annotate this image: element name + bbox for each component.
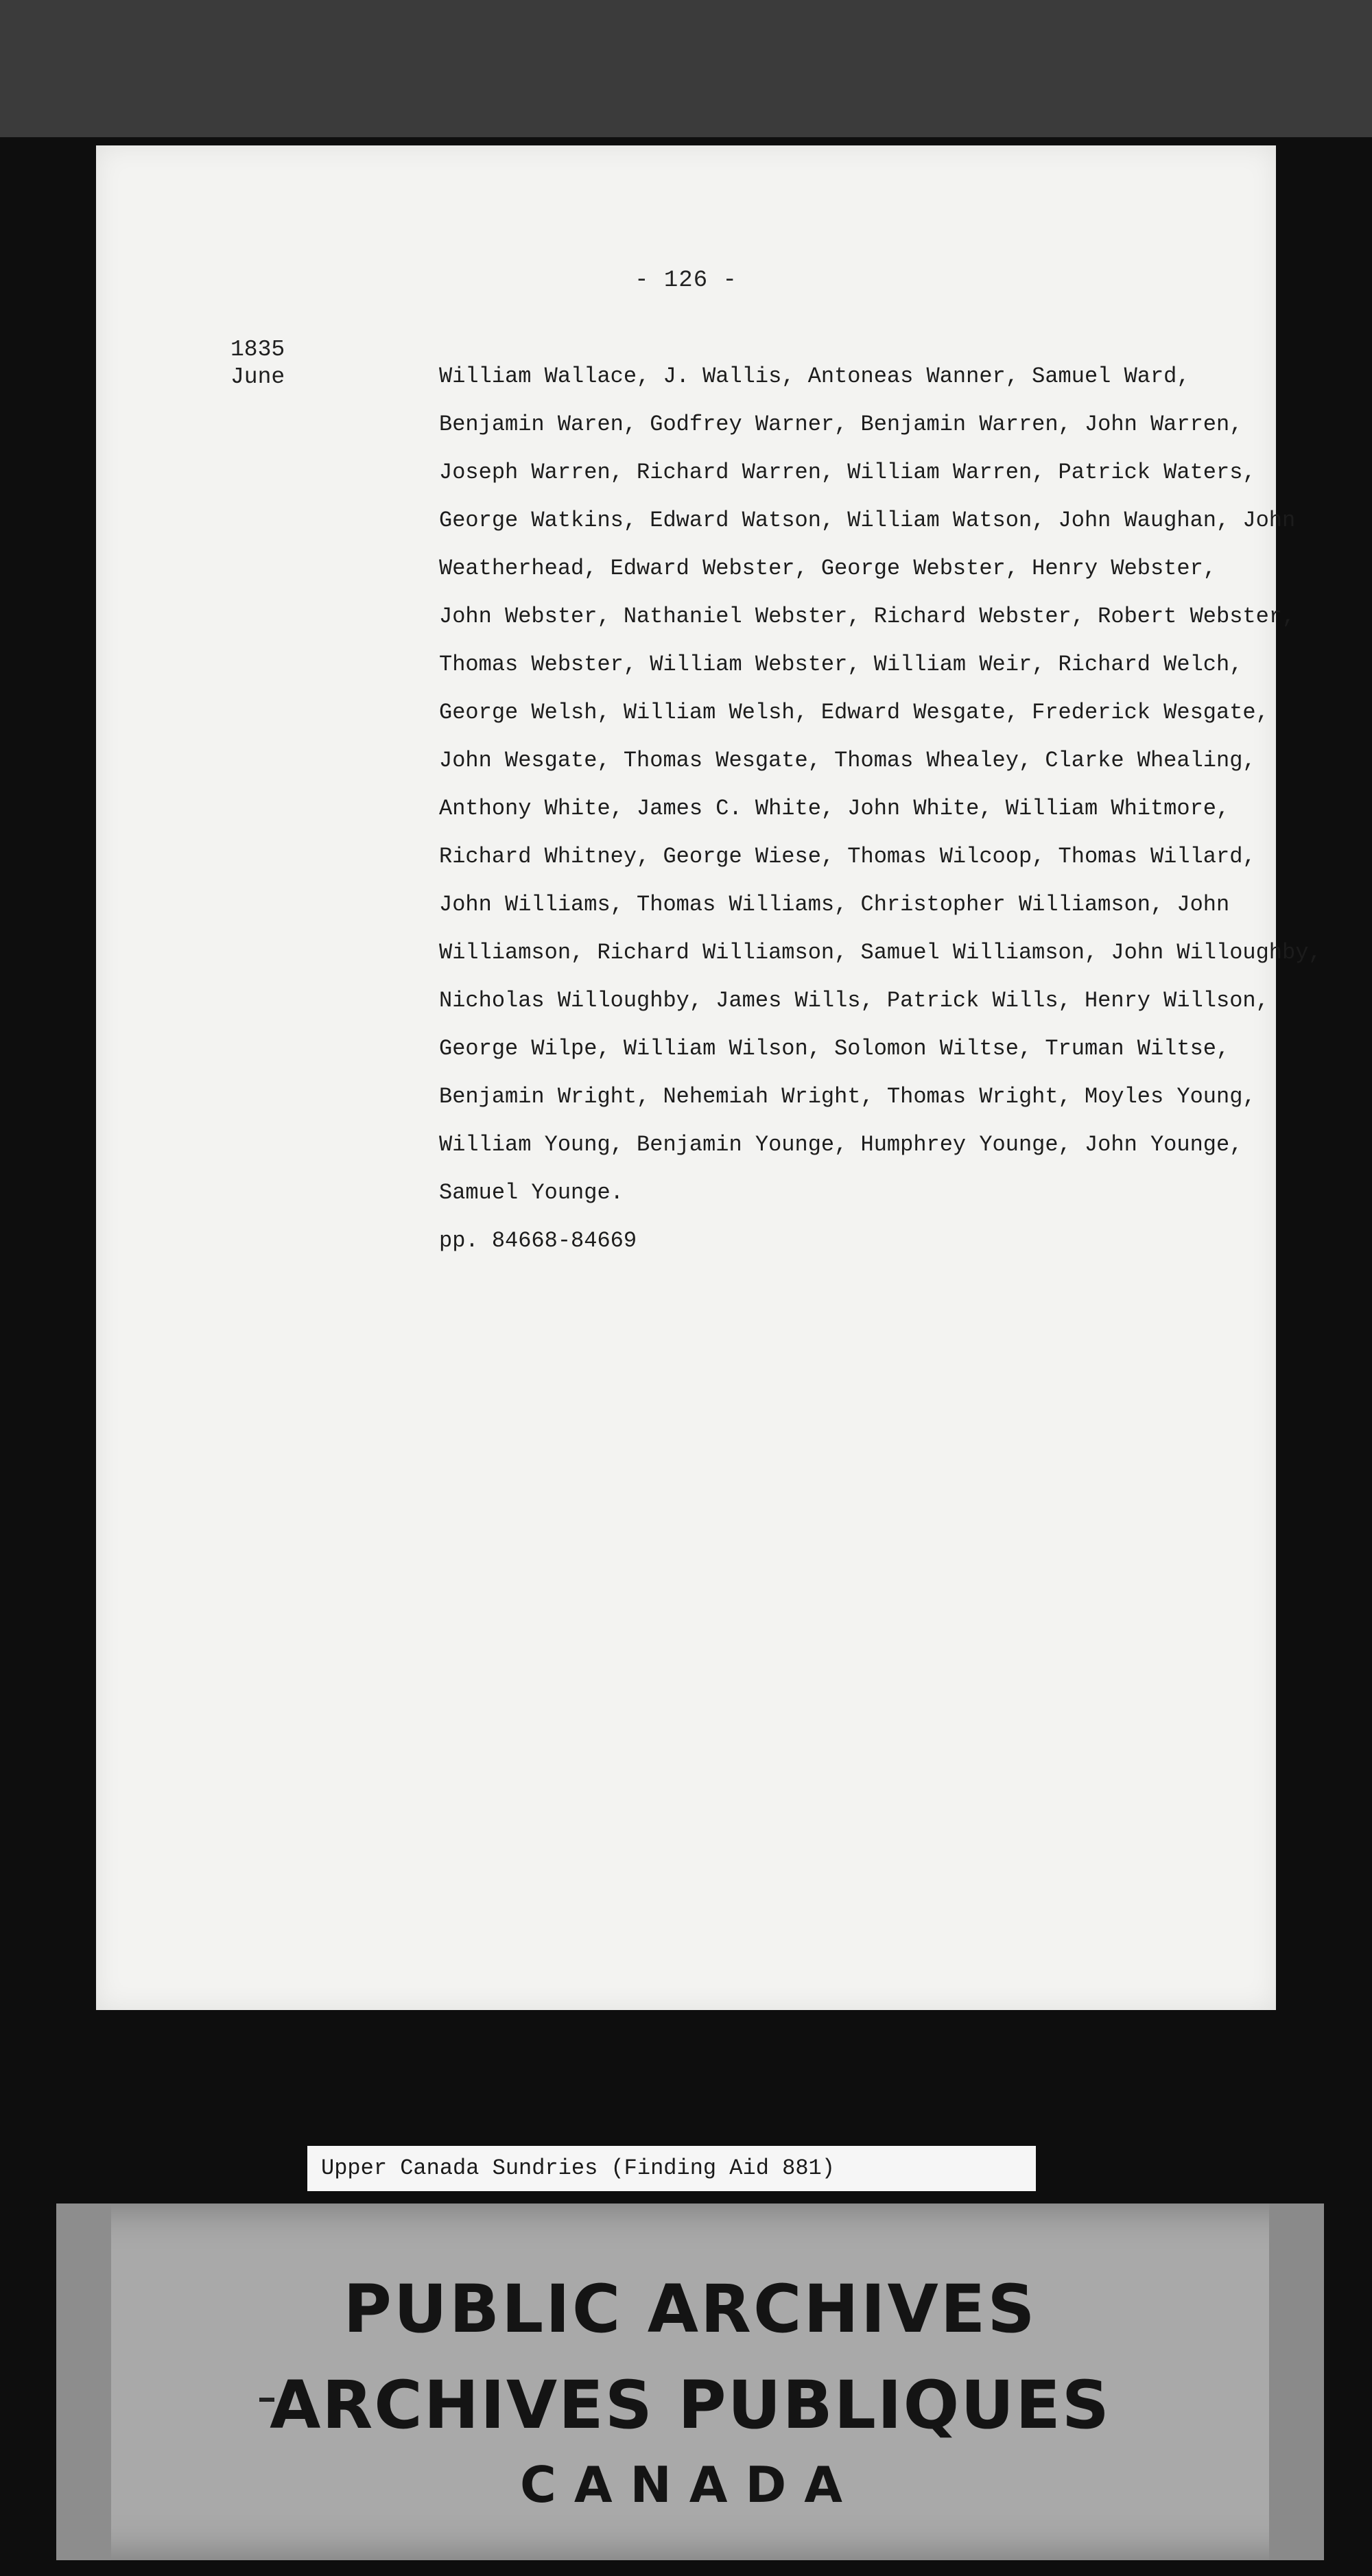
entry-line: Weatherhead, Edward Webster, George Webster, Henry Webster,	[439, 556, 1216, 581]
finding-aid-label: Upper Canada Sundries (Finding Aid 881)	[307, 2146, 1036, 2191]
film-top-band	[0, 0, 1372, 137]
entry-line: Richard Whitney, George Wiese, Thomas Wilcoop, Thomas Willard,	[439, 844, 1256, 869]
document-page	[96, 145, 1322, 2010]
entry-line: Nicholas Willoughby, James Wills, Patrick Wills, Henry Willson,	[439, 988, 1269, 1013]
entry-month: June	[230, 364, 285, 390]
stamp-line-english: PUBLIC ARCHIVES	[343, 2271, 1037, 2348]
entry-body	[439, 353, 1322, 1265]
entry-line: George Wilpe, William Wilson, Solomon Wiltse, Truman Wiltse,	[439, 1036, 1230, 1061]
page-number: - 126 -	[635, 268, 737, 294]
stamp-line-country: CANADA	[519, 2456, 861, 2514]
entry-year: 1835	[230, 337, 285, 362]
entry-line: John Wesgate, Thomas Wesgate, Thomas Whealey, Clarke Whealing,	[439, 748, 1256, 773]
entry-line: George Welsh, William Welsh, Edward Wesgate, Frederick Wesgate,	[439, 700, 1269, 725]
entry-line: Anthony White, James C. White, John White, William Whitmore,	[439, 796, 1230, 821]
entry-line: Benjamin Waren, Godfrey Warner, Benjamin Warren, John Warren,	[439, 412, 1243, 437]
entry-line: John Webster, Nathaniel Webster, Richard Webster, Robert Webster,	[439, 604, 1296, 629]
entry-line: Williamson, Richard Williamson, Samuel Williamson, John Willoughby,	[439, 940, 1322, 965]
entry-line: Joseph Warren, Richard Warren, William Warren, Patrick Waters,	[439, 460, 1256, 485]
entry-line: George Watkins, Edward Watson, William Watson, John Waughan, John	[439, 508, 1296, 533]
pages-reference: pp. 84668-84669	[439, 1228, 637, 1253]
entry-line: William Wallace, J. Wallis, Antoneas Wanner, Samuel Ward,	[439, 364, 1190, 389]
entry-date	[230, 336, 285, 391]
entry-line: William Young, Benjamin Younge, Humphrey Younge, John Younge,	[439, 1132, 1243, 1157]
entry-line: Thomas Webster, William Webster, William Weir, Richard Welch,	[439, 652, 1243, 677]
entry-line: John Williams, Thomas Williams, Christopher Williamson, John	[439, 892, 1230, 917]
entry-line: Benjamin Wright, Nehemiah Wright, Thomas Wright, Moyles Young,	[439, 1084, 1256, 1109]
entry-line: Samuel Younge.	[439, 1180, 624, 1205]
stamp-line-french: ARCHIVES PUBLIQUES	[270, 2367, 1111, 2444]
